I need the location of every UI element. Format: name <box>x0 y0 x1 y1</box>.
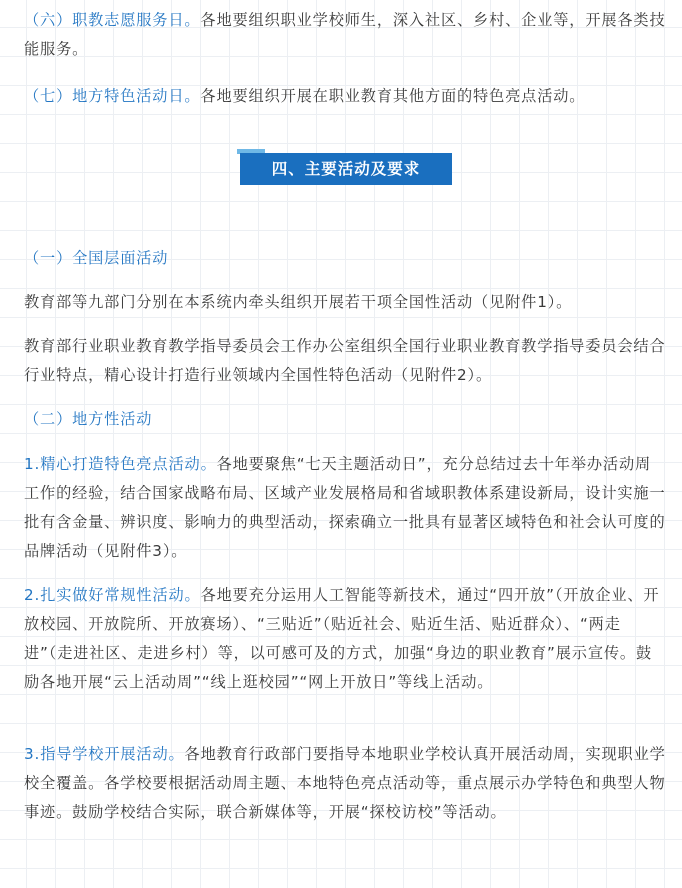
paragraph-item-2 <box>24 581 666 697</box>
paragraph-item-1 <box>24 450 666 566</box>
section-title: 四、主要活动及要求 <box>240 153 452 185</box>
paragraph-volunteer-day-lead: （六）职教志愿服务日。 <box>24 11 201 29</box>
paragraph-item-1-lead: 1.精心打造特色亮点活动。 <box>24 455 217 473</box>
paragraph-local-feature-day-text: 各地要组织开展在职业教育其他方面的特色亮点活动。 <box>200 87 586 105</box>
paragraph-item-3-lead: 3.指导学校开展活动。 <box>24 745 185 763</box>
heading-local-activities: （二）地方性活动 <box>24 410 153 428</box>
paragraph-item-3 <box>24 740 666 827</box>
paragraph-item-1-text: 各地要聚焦“七天主题活动日”，充分总结过去十年举办活动周工作的经验，结合国家战略布局、区域产业发展格局和省域职教体系建设新局，设计实施一批有含金量、辨识度、影响力的典型活动，探索确立一批具有显著区域特色和社会认可度的品牌活动（见附件3）。 <box>24 455 666 560</box>
paragraph-national-2: 教育部行业职业教育教学指导委员会工作办公室组织全国行业职业教育教学指导委员会结合行业特点，精心设计打造行业领域内全国性特色活动（见附件2）。 <box>24 337 666 384</box>
paragraph-item-2-lead: 2.扎实做好常规性活动。 <box>24 586 201 604</box>
section-banner <box>237 149 453 185</box>
paragraph-volunteer-day-text: 各地要组织职业学校师生，深入社区、乡村、企业等，开展各类技能服务。 <box>24 11 666 58</box>
paragraph-volunteer-day <box>24 6 666 64</box>
paragraph-item-2-text: 各地要充分运用人工智能等新技术，通过“四开放”（开放企业、开放校园、开放院所、开放赛场）、“三贴近”（贴近社会、贴近生活、贴近群众）、“两走进”（走进社区、走进乡村）等，以可感可及的方式，加强“身边的职业教育”展示宣传。鼓励各地开展“云上活动周”“线上逛校园”“网上开放日”等线上活动。 <box>24 586 660 691</box>
paragraph-national-1: 教育部等九部门分别在本系统内牵头组织开展若干项全国性活动（见附件1）。 <box>24 293 573 311</box>
paragraph-item-3-text: 各地教育行政部门要指导本地职业学校认真开展活动周，实现职业学校全覆盖。各学校要根据活动周主题、本地特色亮点活动等，重点展示办学特色和典型人物事迹。鼓励学校结合实际，联合新媒体等，开展“探校访校”等活动。 <box>24 745 666 821</box>
paragraph-local-feature-day <box>24 82 666 111</box>
heading-national-activities: （一）全国层面活动 <box>24 249 169 267</box>
paragraph-local-feature-day-lead: （七）地方特色活动日。 <box>24 87 201 105</box>
